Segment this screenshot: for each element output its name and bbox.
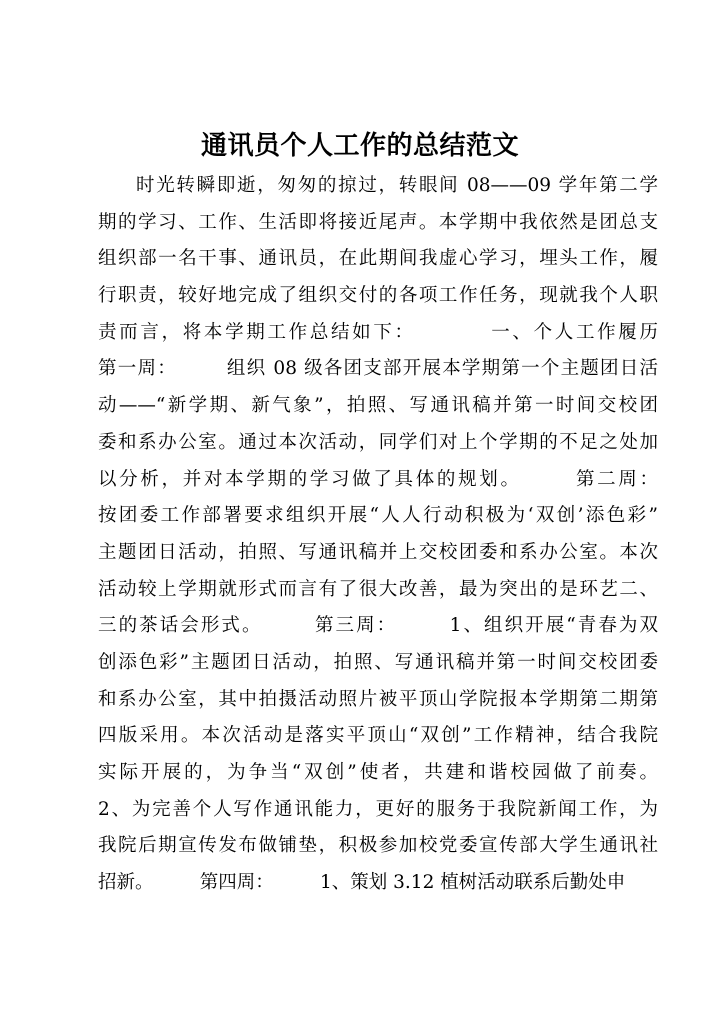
body-line-4: 行职责，较好地完成了组织交付的各项工作任务，现就我个人职: [98, 285, 658, 307]
body-line-11: 主题团日活动，拍照、写通讯稿并上交校团委和系办公室。本次: [98, 541, 658, 563]
body-line-16: 四版采用。本次活动是落实平顶山“双创”工作精神，结合我院: [98, 725, 658, 747]
body-line-10: 按团委工作部署要求组织开展“人人行动积极为‘双创’添色彩”: [98, 505, 658, 527]
document-title: 通讯员个人工作的总结范文: [200, 131, 519, 161]
body-line-8: 委和系办公室。通过本次活动，同学们对上个学期的不足之处加: [98, 431, 658, 453]
body-line-7: 动——“新学期、新气象”，拍照、写通讯稿并第一时间交校团: [98, 395, 658, 417]
body-line-3: 组织部一名干事、通讯员，在此期间我虚心学习，埋头工作，履: [98, 248, 658, 270]
body-line-9: 以分析，并对本学期的学习做了具体的规划。 第二周：: [98, 468, 658, 490]
body-line-17: 实际开展的，为争当“双创”使者，共建和谐校园做了前奏。: [98, 762, 658, 783]
document-body: [98, 168, 658, 902]
body-line-19: 我院后期宣传发布做铺垫，积极参加校党委宣传部大学生通讯社: [98, 835, 658, 857]
body-line-1: 时光转瞬即逝，匆匆的掠过，转眼间 08——09 学年第二学: [136, 175, 658, 196]
body-line-5: 责而言，将本学期工作总结如下： 一、个人工作履历: [98, 321, 658, 343]
body-line-6: 第一周： 组织 08 级各团支部开展本学期第一个主题团日活: [98, 358, 658, 380]
body-line-20: 招新。 第四周： 1、策划 3.12 植树活动联系后勤处申: [98, 872, 626, 894]
body-line-15: 和系办公室，其中拍摄活动照片被平顶山学院报本学期第二期第: [98, 688, 658, 710]
body-line-18: 2、为完善个人写作通讯能力，更好的服务于我院新闻工作，为: [98, 798, 658, 820]
body-line-2: 期的学习、工作、生活即将接近尾声。本学期中我依然是团总支: [98, 211, 658, 233]
body-line-14: 创添色彩”主题团日活动，拍照、写通讯稿并第一时间交校团委: [98, 651, 658, 673]
body-line-13: 三的茶话会形式。 第三周： 1、组织开展“青春为双: [98, 615, 658, 637]
body-line-12: 活动较上学期就形式而言有了很大改善，最为突出的是环艺二、: [98, 578, 658, 600]
